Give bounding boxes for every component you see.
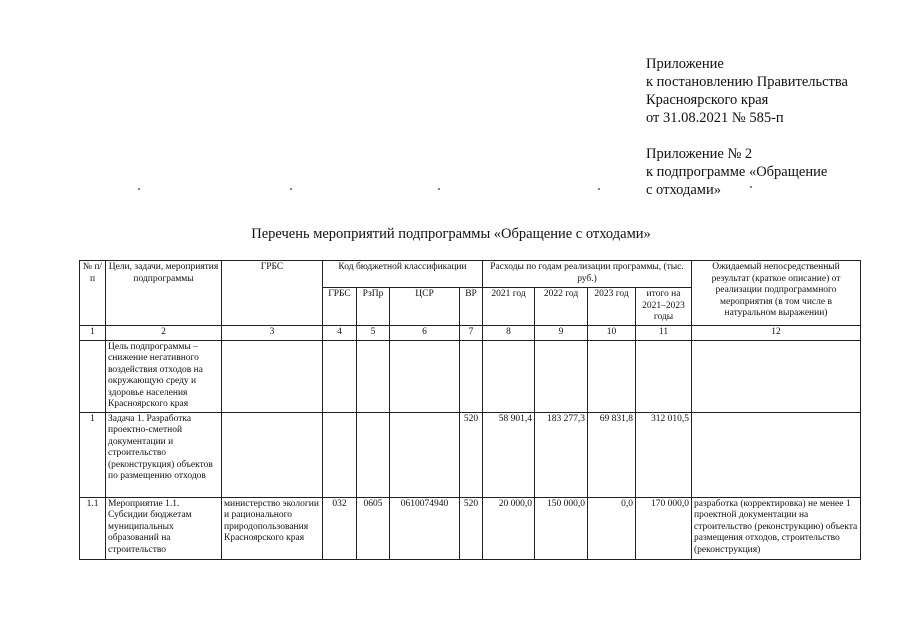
column-number: 5 (357, 326, 390, 341)
header-grbs: ГРБС (222, 261, 323, 326)
header-expenses: Расходы по годам реализации программы, (тыс. руб.) (483, 261, 692, 288)
spacer (646, 127, 848, 145)
document-title: Перечень мероприятий подпрограммы «Обращение с отходами» (251, 226, 651, 242)
row-vr: 520 (460, 412, 483, 497)
row-csr (390, 412, 460, 497)
row-grbs-code (323, 412, 357, 497)
appendix-line: к подпрограмме «Обращение (646, 164, 828, 180)
row-name: Цель подпрограммы – снижение негативного воздействия отходов на окружающую среду и здоровье населения Красноярского края (106, 340, 222, 412)
column-number: 11 (636, 326, 692, 341)
row-2022: 183 277,3 (535, 412, 588, 497)
subheader-vr: ВР (460, 288, 483, 326)
row-grbs (222, 340, 323, 412)
row-vr (460, 340, 483, 412)
row-vr: 520 (460, 497, 483, 559)
row-grbs (222, 412, 323, 497)
column-number: 8 (483, 326, 535, 341)
row-num: 1.1 (80, 497, 106, 559)
row-csr: 0610074940 (390, 497, 460, 559)
row-total (636, 340, 692, 412)
row-num (80, 340, 106, 412)
column-number: 9 (535, 326, 588, 341)
subheader-grbs: ГРБС (323, 288, 357, 326)
column-number: 2 (106, 326, 222, 341)
header-result: Ожидаемый непосредственный результат (краткое описание) от реализации подпрограммного мероприятия (в том числе в натуральном выражении) (692, 261, 861, 326)
row-grbs-code: 032 (323, 497, 357, 559)
row-result (692, 412, 861, 497)
row-csr (390, 340, 460, 412)
scan-speck (138, 188, 140, 190)
row-num: 1 (80, 412, 106, 497)
scan-speck (438, 188, 440, 190)
row-total: 170 000,0 (636, 497, 692, 559)
row-rzpr: 0605 (357, 497, 390, 559)
row-2023 (588, 340, 636, 412)
column-number: 7 (460, 326, 483, 341)
appendix-line: от 31.08.2021 № 585-п (646, 110, 784, 126)
appendix-line: Приложение (646, 56, 724, 72)
subheader-2023: 2023 год (588, 288, 636, 326)
row-result: разработка (корректировка) не менее 1 проектной документации на строительство (реконструкцию) объекта размещения отходов, строительство (реконструкция) (692, 497, 861, 559)
row-2023: 69 831,8 (588, 412, 636, 497)
row-2022: 150 000,0 (535, 497, 588, 559)
scan-speck (598, 188, 600, 190)
column-number: 6 (390, 326, 460, 341)
row-name: Мероприятие 1.1. Субсидии бюджетам муниципальных образований на строительство (106, 497, 222, 559)
row-rzpr (357, 340, 390, 412)
table-row (80, 412, 861, 497)
appendix-line: Красноярского края (646, 92, 769, 108)
row-name: Задача 1. Разработка проектно-сметной документации и строительство (реконструкция) объектов по размещению отходов (106, 412, 222, 497)
subheader-csr: ЦСР (390, 288, 460, 326)
row-2023: 0,0 (588, 497, 636, 559)
row-grbs: министерство экологии и рационального природопользования Красноярского края (222, 497, 323, 559)
column-number: 1 (80, 326, 106, 341)
subheader-2022: 2022 год (535, 288, 588, 326)
row-2021: 58 901,4 (483, 412, 535, 497)
row-2021: 20 000,0 (483, 497, 535, 559)
header-num: № п/п (80, 261, 106, 326)
subheader-rzpr: РзПр (357, 288, 390, 326)
scan-speck (750, 186, 752, 188)
subheader-2021: 2021 год (483, 288, 535, 326)
row-grbs-code (323, 340, 357, 412)
measures-table (79, 260, 861, 560)
column-number: 12 (692, 326, 861, 341)
appendix-line: Приложение № 2 (646, 146, 753, 162)
subheader-total: итого на 2021–2023 годы (636, 288, 692, 326)
row-result (692, 340, 861, 412)
row-rzpr (357, 412, 390, 497)
row-2022 (535, 340, 588, 412)
column-number: 10 (588, 326, 636, 341)
appendix-block (646, 55, 848, 199)
header-goals: Цели, задачи, мероприятия подпрограммы (106, 261, 222, 326)
appendix-line: с отходами» (646, 182, 721, 198)
header-code: Код бюджетной классификации (323, 261, 483, 288)
appendix-line: к постановлению Правительства (646, 74, 848, 90)
row-2021 (483, 340, 535, 412)
table-row (80, 497, 861, 559)
scan-speck (290, 188, 292, 190)
row-total: 312 010,5 (636, 412, 692, 497)
column-number: 4 (323, 326, 357, 341)
column-number: 3 (222, 326, 323, 341)
table-row (80, 340, 861, 412)
